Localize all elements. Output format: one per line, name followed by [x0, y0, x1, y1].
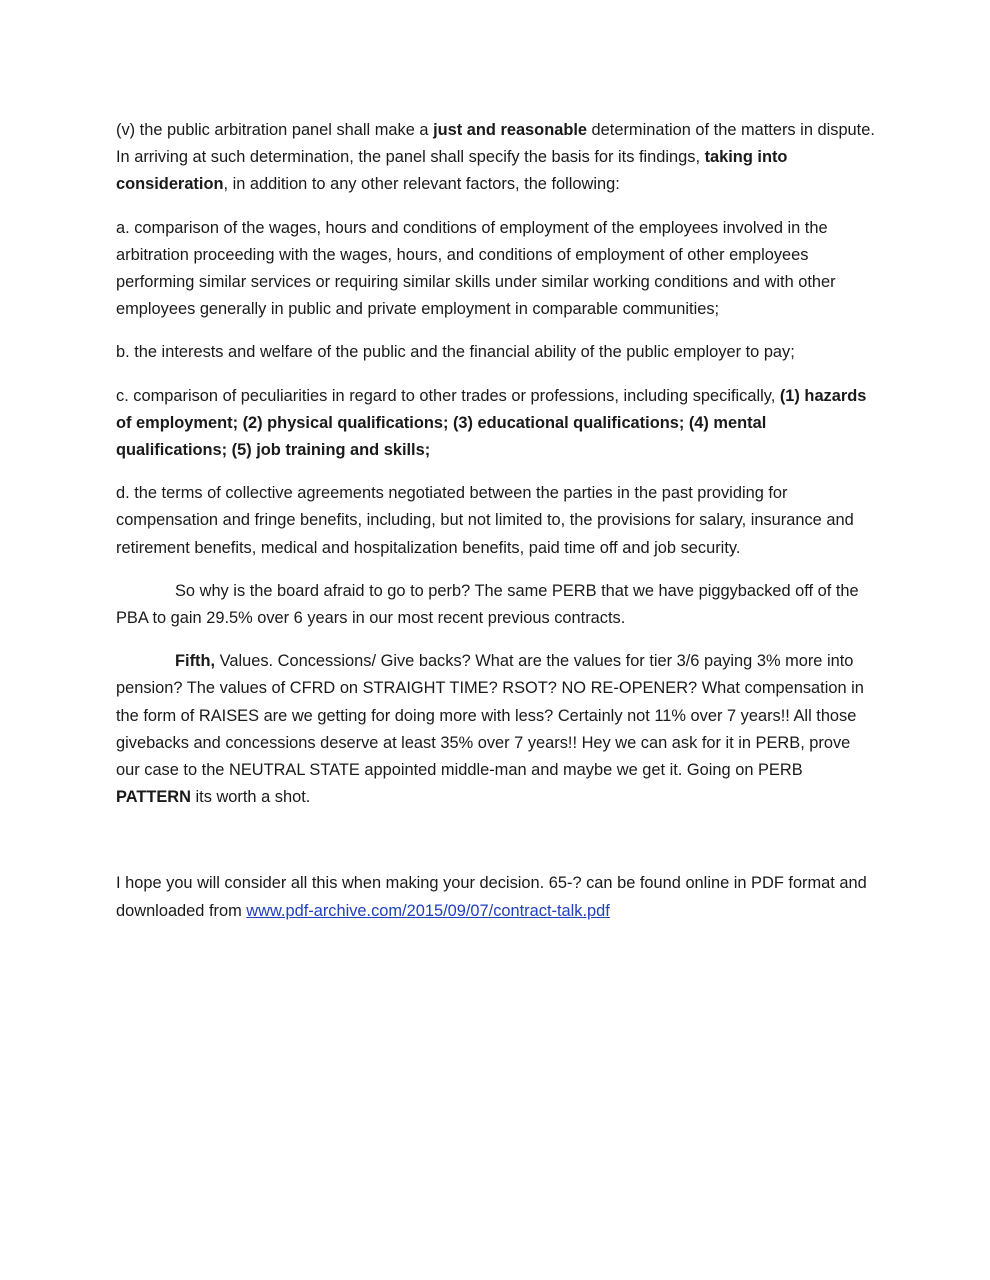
- paragraph-closing: [116, 870, 876, 924]
- paragraph-d-collective-agreements: d. the terms of collective agreements negotiated between the parties in the past providing for compensation and fringe benefits, including, but not limited to, the provisions for salary, insurance and retirement benefits, medical and hospitalization benefits, paid time off and job security.: [116, 484, 854, 557]
- paragraph-perb-question: So why is the board afraid to go to perb? The same PERB that we have piggybacked off of the PBA to gain 29.5% over 6 years in our most recent previous contracts.: [116, 581, 859, 628]
- paragraph-c-peculiarities: [116, 383, 876, 465]
- text-run: I hope you will consider all this when making your decision. 65-? can be found online in PDF format and downloaded from: [116, 874, 867, 920]
- paragraph-a-comparison-wages: a. comparison of the wages, hours and conditions of employment of the employees involved in the arbitration proceeding with the wages, hours, and conditions of employment of other employees performing similar services or requiring similar skills under similar working conditions and with other employees generally in public and private employment in comparable communities;: [116, 218, 836, 319]
- pdf-archive-link[interactable]: www.pdf-archive.com/2015/09/07/contract-talk.pdf: [246, 901, 610, 920]
- bold-qualifications-list: (1) hazards of employment; (2) physical qualifications; (3) educational qualifications; (4) mental qualifications; (5) job training and skills;: [116, 386, 867, 460]
- text-run: determination of the matters in dispute. In arriving at such determination, the panel shall specify the basis for its findings,: [116, 121, 875, 167]
- bold-pattern: PATTERN: [116, 788, 191, 807]
- text-run: (v) the public arbitration panel shall make a: [116, 121, 434, 139]
- text-run: its worth a shot.: [190, 788, 311, 807]
- spacer: [116, 827, 876, 870]
- paragraph-b-interests-welfare: b. the interests and welfare of the public and the financial ability of the public employer to pay;: [116, 343, 795, 362]
- text-run: Values. Concessions/ Give backs? What are the values for tier 3/6 paying 3% more into pension? The values of CFRD on STRAIGHT TIME? RSOT? NO RE-OPENER? What compensation in the form of RAISES are we getting for doing more with less? Certainly not 11% over 7 years!! All those givebacks and concessions deserve at least 35% over 7 years!! Hey we can ask for it in PERB, prove our case to the NEUTRAL STATE appointed middle-man and maybe we get it. Going on PERB: [116, 652, 864, 780]
- bold-just-and-reasonable: just and reasonable: [433, 121, 587, 139]
- document-page: [116, 117, 876, 941]
- bold-fifth: Fifth,: [175, 652, 216, 671]
- text-run: , in addition to any other relevant factors, the following:: [223, 175, 620, 194]
- paragraph-v-arbitration-panel: [116, 117, 876, 199]
- bold-taking-into-consideration: taking into consideration: [116, 148, 788, 194]
- text-run: c. comparison of peculiarities in regard to other trades or professions, including specifically,: [116, 386, 780, 405]
- paragraph-fifth-values: [116, 648, 876, 811]
